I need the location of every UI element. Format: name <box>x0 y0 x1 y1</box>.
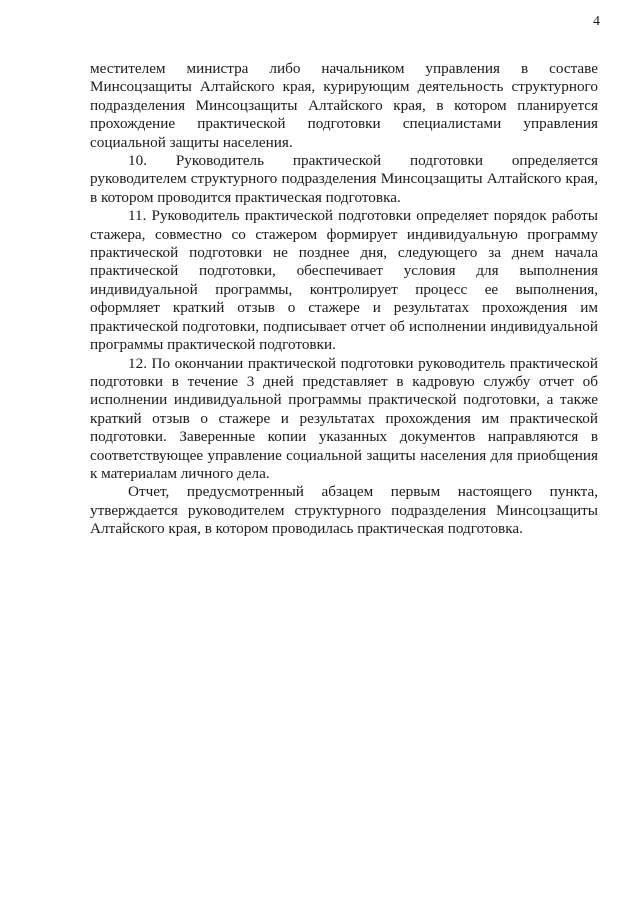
paragraph-continuation: местителем министра либо начальником управления в составе Минсоцзащиты Алтайского края, курирующим деятельность структурного подразделения Минсоцзащиты Алтайского края, в котором планируется прохождение практической подготовки специалистами управления социальной защиты населения. <box>90 60 598 151</box>
paragraph-item-12: 12. По окончании практической подготовки руководитель практической подготовки в течение 3 дней представляет в кадровую службу отчет об исполнении индивидуальной программы практической подготовки, а также краткий отзыв о стажере и результатах прохождения им практической подготовки. Заверенные копии указанных документов направляются в соответствующее управление социальной защиты населения для приобщения к материалам личного дела. <box>90 354 598 482</box>
document-body <box>90 60 598 539</box>
page-number: 4 <box>593 14 600 29</box>
paragraph-report-approval: Отчет, предусмотренный абзацем первым настоящего пункта, утверждается руководителем структурного подразделения Минсоцзащиты Алтайского края, в котором проводилась практическая подготовка. <box>90 483 598 538</box>
paragraph-item-11: 11. Руководитель практической подготовки определяет порядок работы стажера, совместно со стажером формирует индивидуальную программу практической подготовки не позднее дня, следующего за днем начала практической подготовки, обеспечивает условия для выполнения индивидуальной программы, контролирует процесс ее выполнения, оформляет краткий отзыв о стажере и результатах прохождения им практической подготовки, подписывает отчет об исполнении индивидуальной программы практической подготовки. <box>90 207 598 354</box>
paragraph-item-10: 10. Руководитель практической подготовки определяется руководителем структурного подразделения Минсоцзащиты Алтайского края, в котором проводится практическая подготовка. <box>90 152 598 206</box>
